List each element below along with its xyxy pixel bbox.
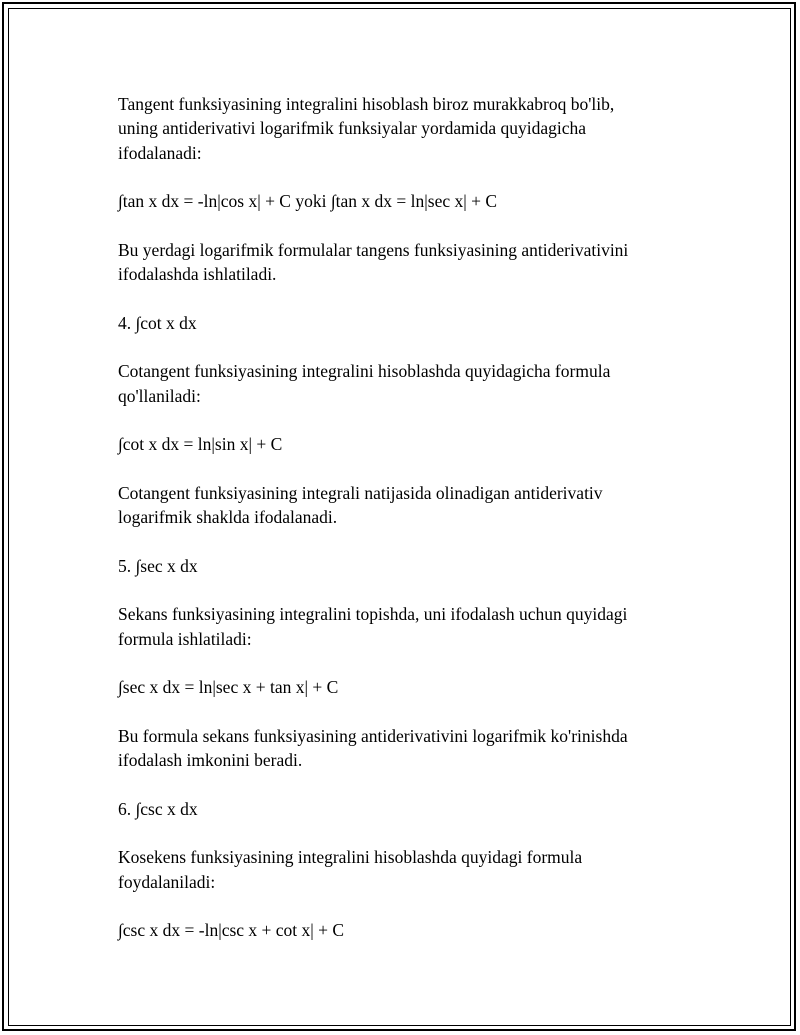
formula-tan-integral: ∫tan x dx = -ln|cos x| + C yoki ∫tan x dx = ln|sec x| + C xyxy=(118,191,498,212)
heading-csc-integral: 6. ∫csc x dx xyxy=(118,798,198,819)
paragraph-tangent-note: Bu yerdagi logarifmik formulalar tangens funksiyasining antiderivativini ifodalashda ishlatiladi. xyxy=(118,239,629,285)
paragraph-secant-note: Bu formula sekans funksiyasining antiderivativini logarifmik ko'rinishda ifodalash imkonini beradi. xyxy=(118,725,628,771)
document-body xyxy=(118,92,678,942)
formula-cot-integral: ∫cot x dx = ln|sin x| + C xyxy=(118,434,283,455)
paragraph-tangent-intro: Tangent funksiyasining integralini hisoblash biroz murakkabroq bo'lib, uning antiderivativi logarifmik funksiyalar yordamida quyidagicha ifodalanadi: xyxy=(118,94,615,163)
heading-sec-integral: 5. ∫sec x dx xyxy=(118,555,198,576)
heading-cot-integral: 4. ∫cot x dx xyxy=(118,312,197,333)
formula-csc-integral: ∫csc x dx = -ln|csc x + cot x| + C xyxy=(118,920,345,941)
paragraph-cotangent-note: Cotangent funksiyasining integrali natijasida olinadigan antiderivativ logarifmik shaklda ifodalanadi. xyxy=(118,482,603,528)
formula-sec-integral: ∫sec x dx = ln|sec x + tan x| + C xyxy=(118,677,339,698)
paragraph-secant-intro: Sekans funksiyasining integralini topishda, uni ifodalash uchun quyidagi formula ishlatiladi: xyxy=(118,604,628,649)
paragraph-cotangent-intro: Cotangent funksiyasining integralini hisoblashda quyidagicha formula qo'llaniladi: xyxy=(118,361,611,406)
paragraph-cosecant-intro: Kosekens funksiyasining integralini hisoblashda quyidagi formula foydalaniladi: xyxy=(118,847,583,892)
